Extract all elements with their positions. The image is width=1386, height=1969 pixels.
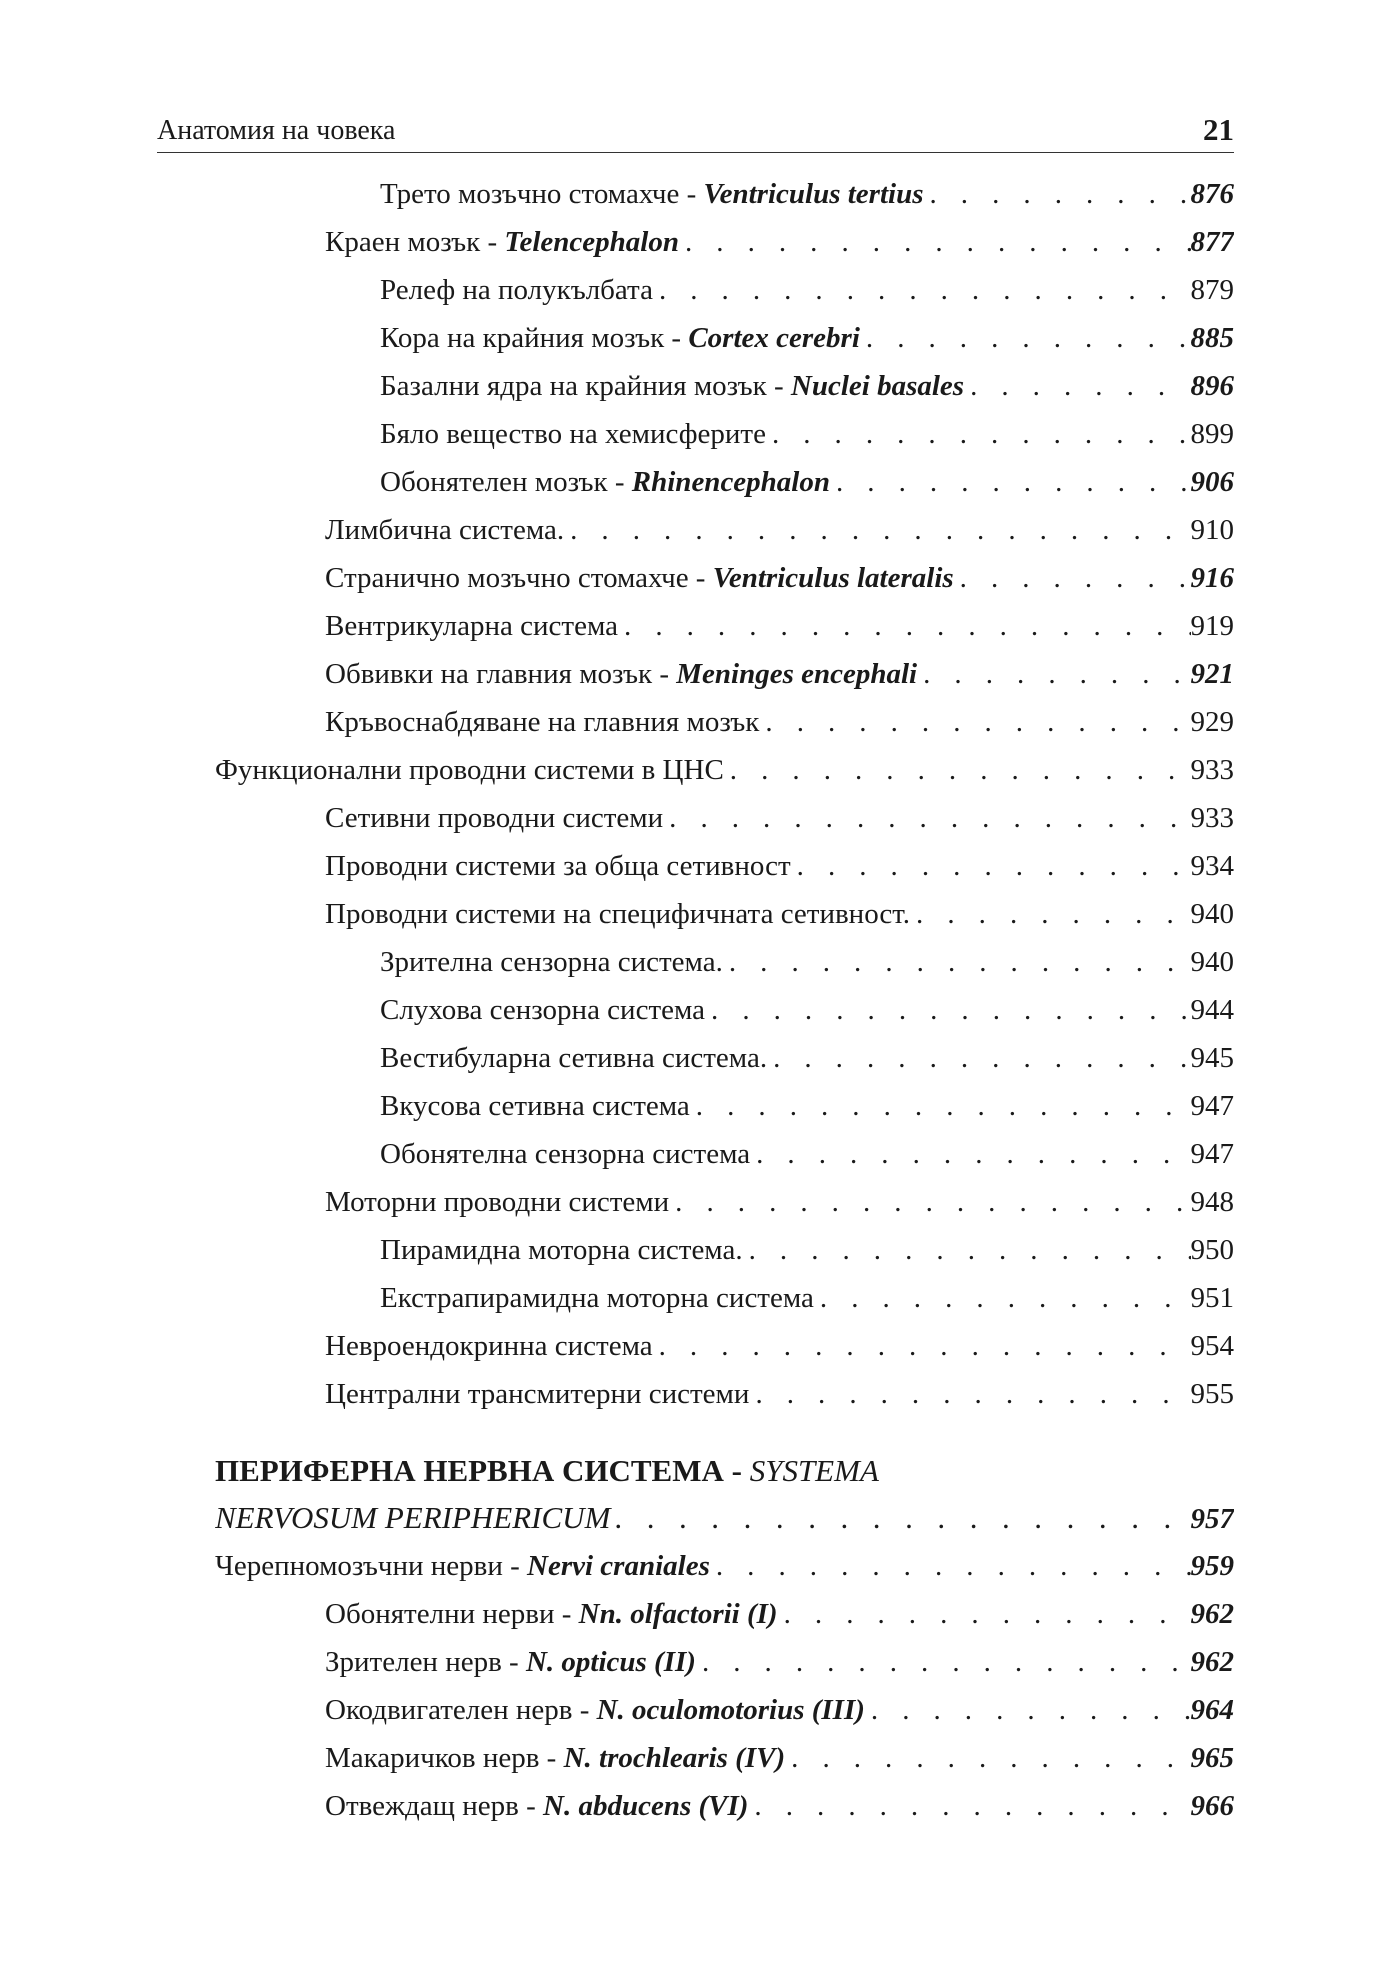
dot-leader xyxy=(866,318,1191,358)
toc-entry[interactable] xyxy=(380,942,1234,982)
toc-entry[interactable] xyxy=(325,1690,1234,1730)
toc-entry-page: 877 xyxy=(1190,226,1234,258)
dot-leader xyxy=(923,654,1190,694)
toc-entry-title: Вентрикуларна система xyxy=(325,610,619,642)
toc-entry[interactable] xyxy=(380,990,1234,1030)
toc-entry[interactable] xyxy=(215,750,1234,790)
toc-entry-page: 947 xyxy=(1190,1090,1234,1122)
toc-entry-page: 945 xyxy=(1190,1042,1234,1074)
dot-leader xyxy=(669,798,1190,838)
toc-entry-title: Обонятелни нерви - Nn. olfactorii (I) xyxy=(325,1598,778,1630)
toc-entry-title: Бяло вещество на хемисферите xyxy=(380,418,766,450)
toc-entry-title: Слухова сензорна система xyxy=(380,994,706,1026)
toc-entry[interactable] xyxy=(325,1786,1234,1826)
dot-leader xyxy=(624,606,1190,646)
toc-entry-title: Макаричков нерв - N. trochlearis (IV) xyxy=(325,1742,786,1774)
toc-entry-page: 933 xyxy=(1190,802,1234,834)
toc-entry-page: 933 xyxy=(1190,754,1234,786)
toc-entry[interactable] xyxy=(325,1182,1234,1222)
toc-entry-page: 916 xyxy=(1190,562,1234,594)
dot-leader xyxy=(614,1497,1190,1539)
toc-entry-page: 962 xyxy=(1190,1598,1234,1630)
running-title: Анатомия на човека xyxy=(157,115,396,146)
toc-entry-title: Централни трансмитерни системи xyxy=(325,1378,750,1410)
dot-leader xyxy=(749,1230,1191,1270)
dot-leader xyxy=(659,270,1191,310)
toc-entry-title: Базални ядра на крайния мозък - Nuclei basales xyxy=(380,370,965,402)
toc-entry-title: Обвивки на главния мозък - Meninges encephali xyxy=(325,658,918,690)
toc-entry-page: 910 xyxy=(1190,514,1234,546)
toc-entry[interactable] xyxy=(380,1230,1234,1270)
toc-entry-page: 951 xyxy=(1190,1282,1234,1314)
toc-entry-page: 965 xyxy=(1190,1742,1234,1774)
toc-entry-page: 934 xyxy=(1190,850,1234,882)
toc-entry[interactable] xyxy=(325,606,1234,646)
dot-leader xyxy=(675,1182,1190,1222)
toc-entry-title: Кора на крайния мозък - Cortex cerebri xyxy=(380,322,860,354)
toc-entry[interactable] xyxy=(380,1134,1234,1174)
dot-leader xyxy=(773,1038,1190,1078)
dot-leader xyxy=(772,414,1191,454)
section-heading-latin-2: NERVOSUM PERIPHERICUM xyxy=(215,1500,611,1535)
dot-leader xyxy=(916,894,1190,934)
toc-entry-page: 947 xyxy=(1190,1138,1234,1170)
section-heading-latin: SYSTEMA xyxy=(749,1453,879,1488)
toc-entry-page: 955 xyxy=(1190,1378,1234,1410)
toc-entry-page: 929 xyxy=(1190,706,1234,738)
page-number: 21 xyxy=(1203,112,1234,147)
toc-entry-title: Обонятелна сензорна система xyxy=(380,1138,751,1170)
toc-entry-title: Трето мозъчно стомахче - Ventriculus tertius xyxy=(380,178,924,210)
toc-entry[interactable] xyxy=(325,654,1234,694)
dot-leader xyxy=(570,510,1190,550)
toc-entry-title: Отвеждащ нерв - N. abducens (VI) xyxy=(325,1790,749,1822)
toc-entry-page: 964 xyxy=(1190,1694,1234,1726)
toc-entry-page: 906 xyxy=(1190,466,1234,498)
toc-entry[interactable] xyxy=(325,702,1234,742)
toc-entry-title: Вкусова сетивна система xyxy=(380,1090,690,1122)
toc-entry[interactable] xyxy=(325,510,1234,550)
toc-entry-page: 959 xyxy=(1190,1550,1234,1582)
section-page: 957 xyxy=(1190,1503,1234,1535)
toc-entry-title: Обонятелен мозък - Rhinencephalon xyxy=(380,466,830,498)
toc-entry-title: Кръвоснабдяване на главния мозък xyxy=(325,706,760,738)
toc-entry[interactable] xyxy=(325,1594,1234,1634)
toc-entry-title: Моторни проводни системи xyxy=(325,1186,670,1218)
page-header xyxy=(157,108,1234,153)
dot-leader xyxy=(696,1086,1191,1126)
dot-leader xyxy=(730,750,1191,790)
dot-leader xyxy=(755,1374,1190,1414)
toc-entry[interactable] xyxy=(325,1738,1234,1778)
dot-leader xyxy=(765,702,1190,742)
toc-entry-page: 876 xyxy=(1190,178,1234,210)
dot-leader xyxy=(797,846,1191,886)
toc-entry-title: Зрителен нерв - N. opticus (II) xyxy=(325,1646,696,1678)
dot-leader xyxy=(930,174,1191,214)
toc-entry[interactable] xyxy=(325,1642,1234,1682)
toc-entry-page: 950 xyxy=(1190,1234,1234,1266)
toc-entry[interactable] xyxy=(325,558,1234,598)
toc-entry[interactable] xyxy=(325,846,1234,886)
toc-entry-title: Вестибуларна сетивна система. xyxy=(380,1042,768,1074)
toc-entry-page: 940 xyxy=(1190,898,1234,930)
dot-leader xyxy=(702,1642,1191,1682)
dot-leader xyxy=(960,558,1191,598)
dot-leader xyxy=(820,1278,1191,1318)
dot-leader xyxy=(685,222,1191,262)
toc-entry-page: 948 xyxy=(1190,1186,1234,1218)
toc-entry[interactable] xyxy=(325,894,1234,934)
section-heading-title: ПЕРИФЕРНА НЕРВНА СИСТЕМА - xyxy=(215,1453,750,1488)
toc-entry-page: 921 xyxy=(1190,658,1234,690)
dot-leader xyxy=(970,366,1190,406)
toc-entry-page: 966 xyxy=(1190,1790,1234,1822)
dot-leader xyxy=(836,462,1191,502)
toc-entry[interactable] xyxy=(325,1374,1234,1414)
toc-entry-page: 954 xyxy=(1190,1330,1234,1362)
toc-entry-title: Краен мозък - Telencephalon xyxy=(325,226,679,258)
toc-entry-title: Пирамидна моторна система. xyxy=(380,1234,743,1266)
dot-leader xyxy=(729,942,1191,982)
toc-entry-page: 962 xyxy=(1190,1646,1234,1678)
toc-entry-page: 940 xyxy=(1190,946,1234,978)
toc-entry-title: Сетивни проводни системи xyxy=(325,802,664,834)
toc-entry[interactable] xyxy=(325,1326,1234,1366)
toc-entry-page: 899 xyxy=(1190,418,1234,450)
toc-entry[interactable] xyxy=(380,174,1234,214)
toc-entry-title: Релеф на полукълбата xyxy=(380,274,653,306)
dot-leader xyxy=(754,1786,1190,1826)
section-heading[interactable] xyxy=(215,1450,879,1492)
toc-entry-title: Странично мозъчно стомахче - Ventriculus lateralis xyxy=(325,562,954,594)
toc-entry-title: Проводни системи на специфичната сетивност. xyxy=(325,898,911,930)
toc-entry[interactable] xyxy=(380,1038,1234,1078)
section-heading-continued[interactable] xyxy=(215,1497,1234,1540)
toc-entry-page: 919 xyxy=(1190,610,1234,642)
toc-entry[interactable] xyxy=(380,462,1234,502)
toc-entry[interactable] xyxy=(380,1278,1234,1318)
dot-leader xyxy=(871,1690,1191,1730)
toc-entry-title: Черепномозъчни нерви - Nervi craniales xyxy=(215,1550,710,1582)
toc-entry-title: Невроендокринна система xyxy=(325,1330,653,1362)
toc-entry-title: Екстрапирамидна моторна система xyxy=(380,1282,814,1314)
toc-entry[interactable] xyxy=(325,222,1234,262)
dot-leader xyxy=(784,1594,1191,1634)
toc-entry[interactable] xyxy=(380,366,1234,406)
dot-leader xyxy=(659,1326,1191,1366)
toc-entry[interactable] xyxy=(380,414,1234,454)
toc-entry[interactable] xyxy=(380,270,1234,310)
toc-entry-title: Зрителна сензорна система. xyxy=(380,946,723,978)
toc-entry[interactable] xyxy=(380,318,1234,358)
toc-entry-page: 885 xyxy=(1190,322,1234,354)
toc-entry-page: 944 xyxy=(1190,994,1234,1026)
toc-entry-title: Функционални проводни системи в ЦНС xyxy=(215,754,724,786)
toc-entry[interactable] xyxy=(380,1086,1234,1126)
toc-entry-page: 879 xyxy=(1190,274,1234,306)
toc-entry-title: Лимбична система. xyxy=(325,514,565,546)
dot-leader xyxy=(791,1738,1190,1778)
toc-entry-title: Проводни системи за обща сетивност xyxy=(325,850,791,882)
dot-leader xyxy=(716,1546,1191,1586)
toc-entry-page: 896 xyxy=(1190,370,1234,402)
dot-leader xyxy=(756,1134,1190,1174)
dot-leader xyxy=(711,990,1190,1030)
toc-entry-title: Окодвигателен нерв - N. oculomotorius (III) xyxy=(325,1694,865,1726)
toc-entry[interactable] xyxy=(215,1546,1234,1586)
toc-entry[interactable] xyxy=(325,798,1234,838)
